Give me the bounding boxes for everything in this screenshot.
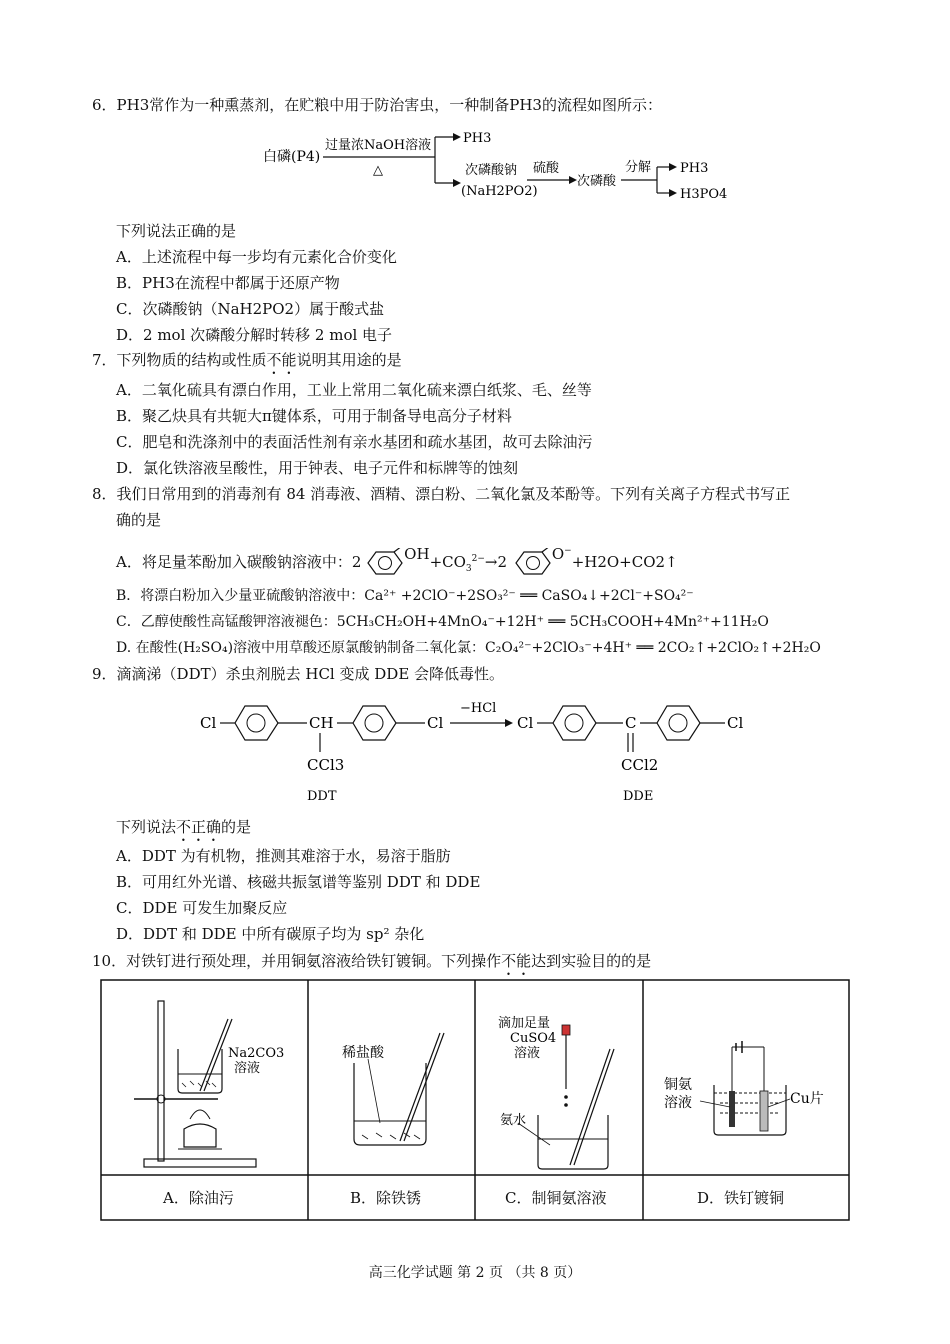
dde-ccl2: CCl2 xyxy=(621,756,659,774)
phenol-ring-icon xyxy=(364,548,404,578)
panel-d-label2: 溶液 xyxy=(664,1095,692,1111)
panel-c-label2: CuSO4 xyxy=(510,1031,557,1046)
page-footer: 高三化学试题 第 2 页 （共 8 页） xyxy=(368,1265,582,1281)
flow-prod-b2: (NaH2PO2) xyxy=(461,184,538,199)
panel-c-label4: 氨水 xyxy=(500,1113,527,1128)
reaction-reagent: −HCl xyxy=(460,701,497,716)
q7-option-b: B．聚乙炔具有共轭大π键体系，可用于制备导电高分子材料 xyxy=(116,407,512,425)
q7-option-d: D．氯化铁溶液呈酸性，用于钟表、电子元件和标牌等的蚀刻 xyxy=(116,459,519,477)
q10-stem: 10．对铁钉进行预处理，并用铜氨溶液给铁钉镀铜。下列操作不能达到实验目的的是 xyxy=(92,952,652,970)
q8-option-c: C．乙醇使酸性高锰酸钾溶液褪色：5CH₃CH₂OH+4MnO₄⁻+12H⁺ ══ 5CH₃COOH+4Mn²⁺+11H₂O xyxy=(116,614,769,630)
flow-step1-top: 过量浓NaOH溶液 xyxy=(325,138,432,153)
dde-label: DDE xyxy=(623,789,654,804)
q8-stem-line1: 8．我们日常用到的消毒剂有 84 消毒液、酒精、漂白粉、二氧化氯及苯酚等。下列有关离子方程式书写正 xyxy=(92,485,791,503)
q8-stem-line2: 确的是 xyxy=(116,511,162,529)
flow-prod-a: PH3 xyxy=(463,131,492,146)
ddt-ccl3: CCl3 xyxy=(307,756,345,774)
panel-c-label1: 滴加足量 xyxy=(498,1016,551,1031)
flow-prod-d: PH3 xyxy=(680,161,709,176)
q8-option-b: B．将漂白粉加入少量亚硫酸钠溶液中：Ca²⁺ +2ClO⁻+2SO₃²⁻ ══ CaSO₄↓+2Cl⁻+SO₄²⁻ xyxy=(116,588,694,604)
q10-caption-b: B．除铁锈 xyxy=(350,1189,422,1207)
q9-stem: 9．滴滴涕（DDT）杀虫剂脱去 HCl 变成 DDE 会降低毒性。 xyxy=(92,665,505,683)
q10-caption-a: A．除油污 xyxy=(163,1189,234,1207)
q9-prompt: 下列说法不正确的是 xyxy=(116,818,252,836)
q9-option-a: A．DDT 为有机物，推测其难溶于水，易溶于脂肪 xyxy=(116,847,451,865)
flow-prod-c: 次磷酸 xyxy=(577,174,617,189)
q6-prompt: 下列说法正确的是 xyxy=(116,222,237,240)
q7-stem: 7．下列物质的结构或性质不能说明其用途的是 xyxy=(92,351,402,369)
panel-b-label: 稀盐酸 xyxy=(342,1045,384,1061)
panel-a-label2: 溶液 xyxy=(234,1061,261,1076)
flow-prod-b: 次磷酸钠 xyxy=(465,163,518,178)
flow-step3: 分解 xyxy=(625,160,652,175)
dde-cl-left: Cl xyxy=(517,714,534,732)
ddt-cl-left: Cl xyxy=(200,714,217,732)
panel-c-label3: 溶液 xyxy=(514,1046,541,1061)
panel-d-label3: Cu片 xyxy=(790,1091,824,1107)
phenoxide-ring-icon xyxy=(512,548,552,578)
panel-d-label1: 铜氨 xyxy=(664,1077,692,1093)
q6-option-a: A．上述流程中每一步均有元素化合价变化 xyxy=(116,248,397,266)
panel-a-label: Na2CO3 xyxy=(228,1046,285,1061)
q9-option-d: D．DDT 和 DDE 中所有碳原子均为 sp² 杂化 xyxy=(116,925,425,943)
q6-option-b: B．PH3在流程中都属于还原产物 xyxy=(116,274,340,292)
ddt-dde-structure-diagram xyxy=(195,692,765,810)
q6-option-c: C．次磷酸钠（NaH2PO2）属于酸式盐 xyxy=(116,300,385,318)
q8-option-d: D. 在酸性(H₂SO₄)溶液中用草酸还原氯酸钠制备二氧化氯：C₂O₄²⁻+2ClO₃⁻+4H⁺ ══ 2CO₂↑+2ClO₂↑+2H₂O xyxy=(116,640,821,656)
flow-step1-bottom: △ xyxy=(373,163,383,178)
q7-option-c: C．肥皂和洗涤剂中的表面活性剂有亲水基团和疏水基团，故可去除油污 xyxy=(116,433,593,451)
ddt-cl-right: Cl xyxy=(427,714,444,732)
flow-prod-e: H3PO4 xyxy=(680,187,728,202)
flow-step2: 硫酸 xyxy=(533,161,560,176)
ddt-ch: CH xyxy=(309,714,334,732)
dde-c: C xyxy=(625,714,637,732)
q6-flow-diagram xyxy=(255,125,735,210)
dde-cl-right: Cl xyxy=(727,714,744,732)
q6-stem: 6．PH3常作为一种熏蒸剂，在贮粮中用于防治害虫，一种制备PH3的流程如图所示： xyxy=(92,96,662,114)
q10-caption-c: C．制铜氨溶液 xyxy=(505,1189,607,1207)
q6-option-d: D．2 mol 次磷酸分解时转移 2 mol 电子 xyxy=(116,326,393,344)
q10-caption-d: D．铁钉镀铜 xyxy=(697,1189,785,1207)
ddt-label: DDT xyxy=(307,789,337,804)
q7-option-a: A．二氧化硫具有漂白作用，工业上常用二氧化硫来漂白纸浆、毛、丝等 xyxy=(116,381,592,399)
flow-start: 白磷(P4) xyxy=(263,149,321,165)
q10-apparatus-table xyxy=(100,979,850,1221)
q9-option-b: B．可用红外光谱、核磁共振氢谱等鉴别 DDT 和 DDE xyxy=(116,873,481,891)
panel-d-apparatus xyxy=(700,1041,790,1135)
panel-a-apparatus xyxy=(134,1001,256,1167)
q9-option-c: C．DDE 可发生加聚反应 xyxy=(116,899,288,917)
q8-option-a: A．将足量苯酚加入碳酸钠溶液中：2 $OH+CO_3^{2-}\to 2$ O−+H2O+CO2↑ xyxy=(116,548,678,579)
